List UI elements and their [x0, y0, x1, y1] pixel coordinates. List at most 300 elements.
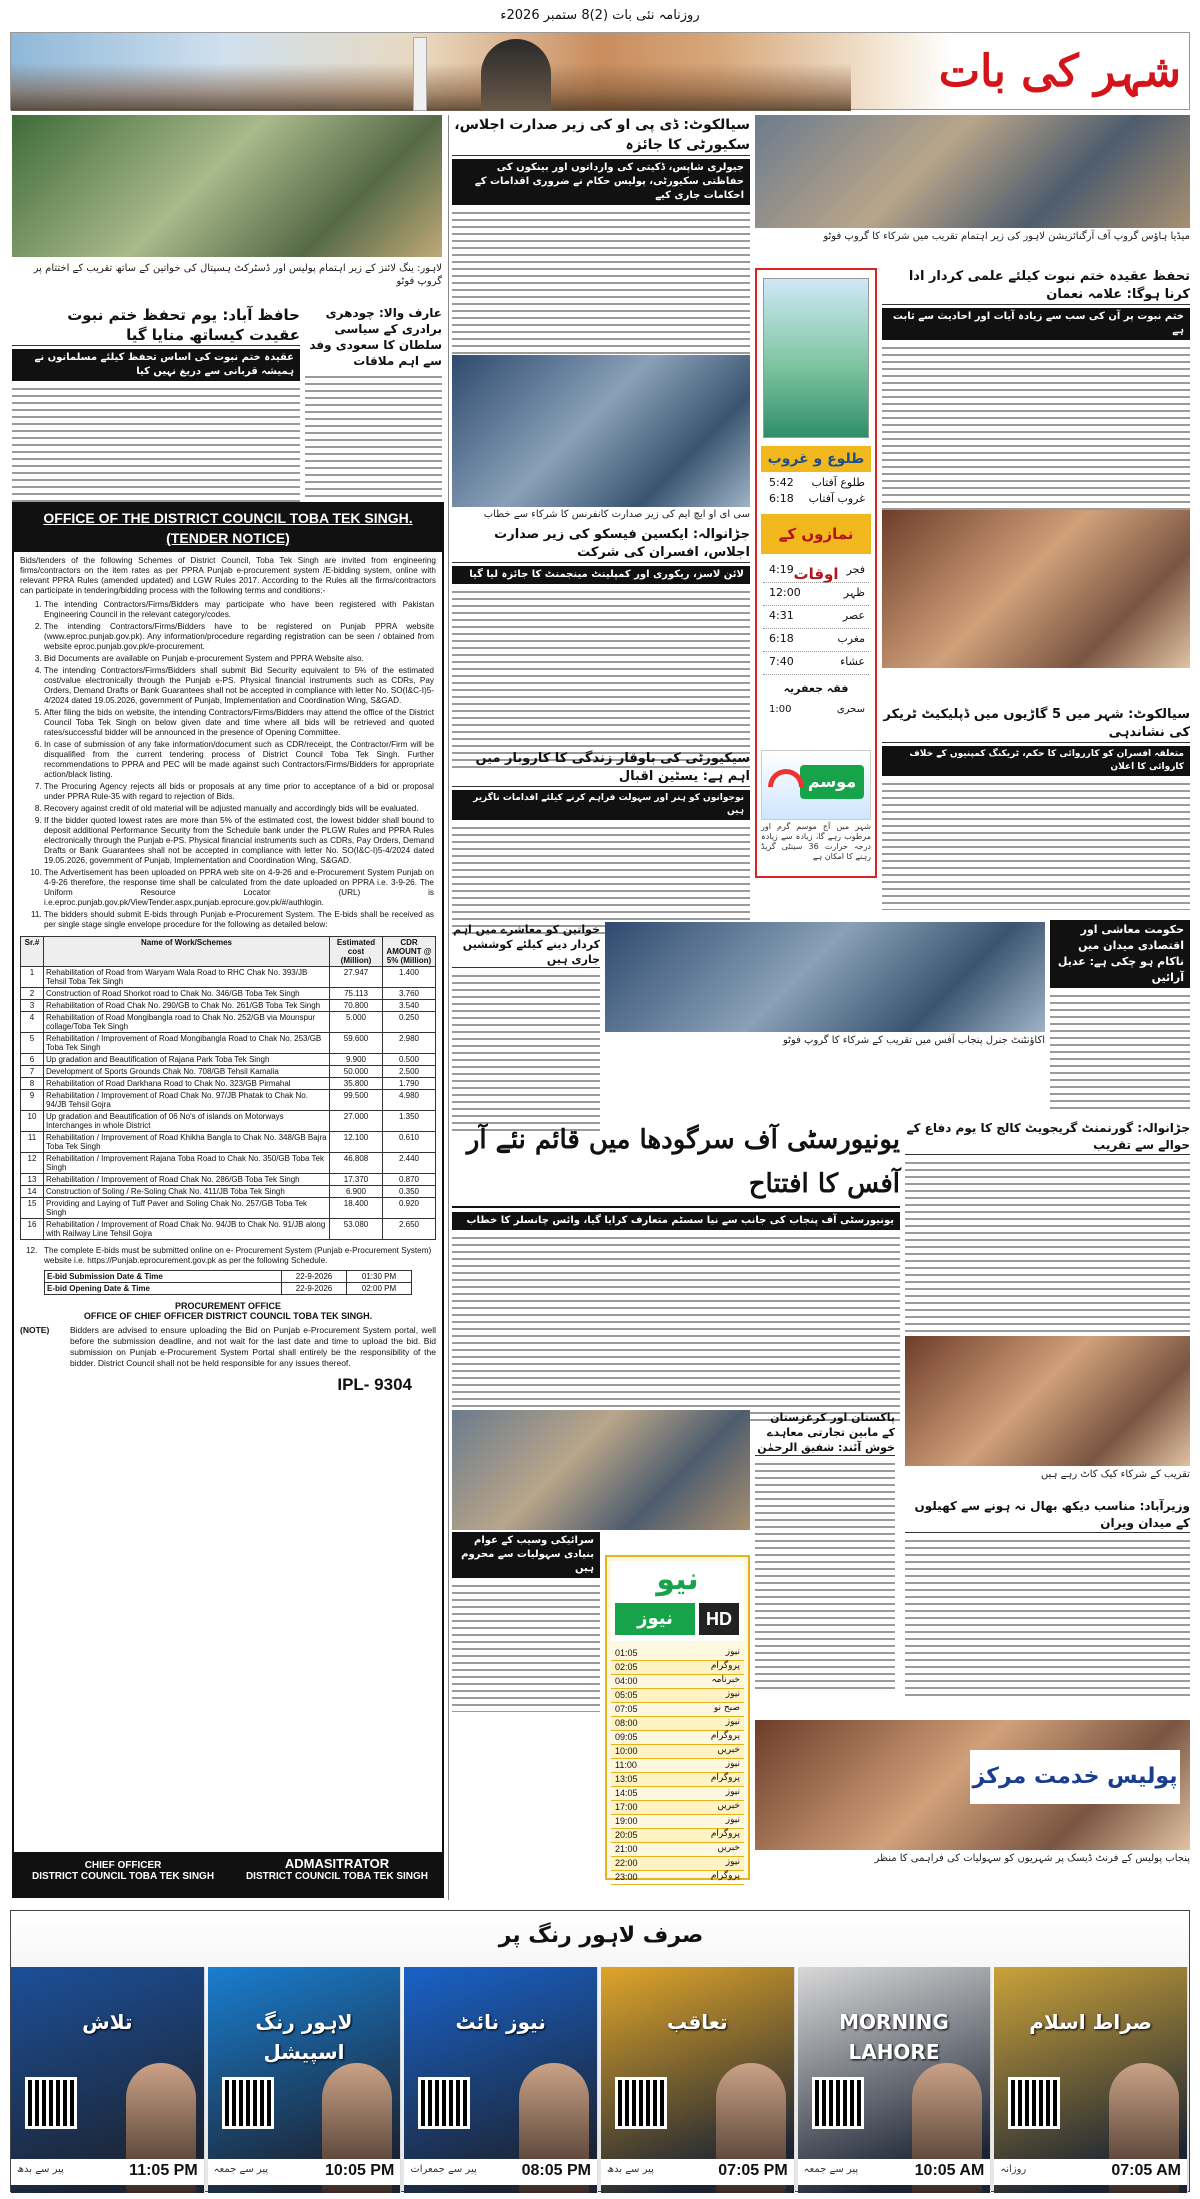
- tv-show-time: 11:05 PM: [129, 2162, 198, 2179]
- sialkot-pollution-story: [882, 706, 1190, 916]
- tv-logo-bottom: [611, 1601, 744, 1639]
- tv-schedule-row: [611, 1717, 744, 1731]
- prayer-row: [763, 629, 869, 652]
- jaranwala-subhead: لائن لاسز، ریکوری اور کمپلینٹ مینجمنٹ کا جائزہ لیا گیا: [452, 566, 750, 584]
- tv-schedule-row: [611, 1689, 744, 1703]
- sunrise-row: [763, 476, 869, 492]
- table-cell: 1: [21, 967, 44, 988]
- table-cell: Up gradation and Beautification of Rajana Park Toba Tek Singh: [44, 1054, 330, 1066]
- tender-item12-number: 12.: [26, 1246, 38, 1255]
- university-headline: یونیورسٹی آف سرگودھا میں قائم نئے آر آفس کا افتتاح: [452, 1118, 900, 1208]
- prayer-time: 12:00: [769, 586, 801, 599]
- wazirabad-body: [905, 1537, 1190, 1697]
- tv-show-name: نیوز: [725, 1815, 740, 1825]
- sign-left-1: CHIEF OFFICER: [84, 1860, 162, 1871]
- qr-code-icon: [1008, 2077, 1060, 2129]
- table-cell: 3.760: [383, 988, 436, 1000]
- hafizabad-subhead: عقیدہ ختم نبوت کی اساس تحفظ کیلئے مسلمانوں نے ہمیشہ قربانی سے دریغ نہیں کیا: [12, 349, 300, 381]
- tv-show-name: پروگرام: [710, 1829, 740, 1839]
- tv-tiles-strip: [11, 1967, 1191, 2193]
- tender-condition: 4. The intending Contractors/Firms/Bidders shall submit Bid Security equivalent to 5% of the estimated cost/value electronically through the Punjab e-PS. Physical financial instruments such as CDRs, Pay Orders, Demand Drafts or Bank Guarantees shall not be accepted in compliance with letter No. SO(I&C-I)5-4/2024 dated 19.05.2026, government of Punjab, Implementation and Coordination Wing, S&GAD.: [44, 666, 434, 706]
- tv-show-time: 08:05 PM: [521, 2162, 591, 2179]
- table-cell: 12.100: [330, 1132, 383, 1153]
- table-cell: 9: [21, 1090, 44, 1111]
- tv-show-tile: [404, 1967, 598, 2193]
- table-cell: Construction of Road Shorkot road to Chak No. 346/GB Toba Tek Singh: [44, 988, 330, 1000]
- tv-show-time: 19:00: [615, 1816, 638, 1826]
- prayer-time: 4:31: [769, 609, 794, 622]
- table-row: [21, 1132, 436, 1153]
- minar-image: [413, 37, 427, 111]
- tv-show-time: 23:00: [615, 1872, 638, 1882]
- tv-schedule-row: [611, 1745, 744, 1759]
- tv-show-title: MORNING LAHORE: [839, 2010, 949, 2064]
- ahmadi-headline: تحفظ عقیدہ ختم نبوت کیلئے علمی کردار ادا کرنا ہوگا: علامہ نعمان: [882, 268, 1190, 305]
- hafizabad-body: [12, 385, 300, 505]
- table-cell: 2.440: [383, 1153, 436, 1174]
- tv-show-days: روزانہ: [1000, 2164, 1027, 2175]
- table-cell: Rehabilitation / Improvement of Road Chak No. 286/GB Toba Tek Singh: [44, 1174, 330, 1186]
- prayer-time: 6:18: [769, 632, 794, 645]
- prayer-row: [763, 652, 869, 675]
- tv-logo-hd: HD: [699, 1603, 739, 1635]
- tv-logo-top: نیو: [656, 1562, 699, 1597]
- tv-show-name: نیوز: [725, 1717, 740, 1727]
- college-cake-photo: [905, 1336, 1190, 1466]
- tv-show-name: خبریں: [717, 1843, 740, 1853]
- tender-condition: 7. The Procuring Agency rejects all bids or proposals at any time prior to acceptance of a bid or proposal under PPRA Rule-35 with regard to rejection of Bids.: [44, 782, 434, 802]
- table-cell: 1.790: [383, 1078, 436, 1090]
- table-cell: 2.650: [383, 1219, 436, 1240]
- sign-right-2: DISTRICT COUNCIL TOBA TEK SINGH: [245, 1871, 428, 1882]
- table-cell: 3: [21, 1000, 44, 1012]
- tv-schedule-row: [611, 1661, 744, 1675]
- table-cell: 2.500: [383, 1066, 436, 1078]
- table-header: Name of Work/Schemes: [44, 937, 330, 967]
- qr-code-icon: [222, 2077, 274, 2129]
- table-cell: Rehabilitation / Improvement of Road Khikha Bangla to Chak No. 348/GB Bajra Toba Tek Singh: [44, 1132, 330, 1153]
- prayer-row: [763, 606, 869, 629]
- pak-china-headline: پاکستان اور کرغزستان کے مابین تجارتی معاہدے خوش آئند: شفیق الرحمٰن: [755, 1410, 895, 1456]
- table-cell: Development of Sports Grounds Chak No. 708/GB Tehsil Kamalia: [44, 1066, 330, 1078]
- masthead-title: شہر کی بات: [938, 46, 1181, 97]
- tv-banner: [10, 1910, 1190, 2192]
- table-cell: 6: [21, 1054, 44, 1066]
- prayer-name: فجر: [846, 563, 865, 576]
- tv-show-title: لاہور رنگ اسپیشل: [255, 2010, 353, 2064]
- date-line: روزنامہ نئی بات (2)8 ستمبر 2026ء: [500, 8, 700, 23]
- sialkot-pollution-subhead: متعلقہ افسران کو کارروائی کا حکم، ٹریکنگ کمپنیوں کے خلاف کاروائی کا اعلان: [882, 746, 1190, 776]
- table-cell: Providing and Laying of Tuff Paver and Soling Chak No. 257/GB Toba Tek Singh: [44, 1198, 330, 1219]
- tender-item12-text: The complete E-bids must be submitted online on e- Procurement System (Punjab e-Procurement System) website i.e. https://Punjab.eprocurement.gov.pk as per the following Schedule.: [44, 1246, 432, 1265]
- qr-code-icon: [615, 2077, 667, 2129]
- college-body: [905, 1159, 1190, 1334]
- schedule-time: 01:30 PM: [347, 1271, 412, 1283]
- university-story: [452, 1118, 900, 1408]
- sialkot-top-story: [452, 115, 750, 355]
- conference-photo: [452, 355, 750, 507]
- qr-code-icon: [418, 2077, 470, 2129]
- table-cell: 35.800: [330, 1078, 383, 1090]
- tv-show-time: 21:00: [615, 1844, 638, 1854]
- tender-notice-title: (TENDER NOTICE): [14, 528, 442, 552]
- fiqh-time: 1:00: [769, 704, 792, 715]
- table-cell: Up gradation and Beautification of 06 No's of islands on Motorways Interchanges in whole District: [44, 1111, 330, 1132]
- tv-show-time: 14:05: [615, 1788, 638, 1798]
- schedule-row: [45, 1283, 412, 1295]
- khawateen-body: [452, 972, 600, 1132]
- signature-bar: [14, 1852, 442, 1896]
- ahmadi-subhead: ختم نبوت پر آن کی سب سے زیادہ آیات اور احادیث سے ثابت ہے: [882, 308, 1190, 340]
- tv-schedule-row: [611, 1871, 744, 1885]
- table-cell: 3.540: [383, 1000, 436, 1012]
- bhoys-body: [452, 824, 750, 934]
- tv-schedule-row: [611, 1815, 744, 1829]
- police-sign: پولیس خدمت مرکز: [970, 1750, 1180, 1804]
- tv-show-time: 10:00: [615, 1746, 638, 1756]
- namaz-title: نمازوں کے اوقات: [761, 514, 871, 554]
- schedule-row: [45, 1271, 412, 1283]
- prayer-name: عصر: [842, 609, 865, 622]
- sunrise-time: 5:42: [769, 476, 794, 489]
- sunset-time: 6:18: [769, 492, 794, 505]
- tv-schedule-row: [611, 1801, 744, 1815]
- ahmadi-photo: [882, 510, 1190, 668]
- tv-schedule-row: [611, 1731, 744, 1745]
- table-cell: 7: [21, 1066, 44, 1078]
- prayer-name: عشاء: [840, 655, 865, 668]
- table-cell: 0.350: [383, 1186, 436, 1198]
- women-photo-caption: لاہور: ینگ لائنز کے زیر اہتمام پولیس اور ڈسٹرکٹ ہسپتال کی خواتین کے ساتھ تقریب کے اختتام پر گروپ فوٹو: [33, 263, 442, 287]
- tv-logo-news: نیوز: [615, 1603, 695, 1635]
- weather-text: شہر میں آج موسم گرم اور مرطوب رہے گا، زیادہ سے زیادہ درجہ حرارت 36 سینٹی گریڈ رہنے کا امکان ہے: [761, 822, 871, 861]
- table-cell: 1.350: [383, 1111, 436, 1132]
- tv-show-time: 07:05: [615, 1704, 638, 1714]
- prayer-box: [755, 268, 877, 878]
- police-caption: پنجاب پولیس کے فرنٹ ڈیسک پر شہریوں کو سہولیات کی فراہمی کا منظر: [874, 1853, 1190, 1864]
- table-cell: 50.000: [330, 1066, 383, 1078]
- fiqh-name: سحری: [836, 704, 865, 715]
- tv-show-tile: [994, 1967, 1188, 2193]
- college-caption: تقریب کے شرکاء کیک کاٹ رہے ہیں: [1040, 1469, 1190, 1480]
- tv-show-name: نیوز: [725, 1759, 740, 1769]
- table-cell: Construction of Soling / Re-Soling Chak No. 411/JB Toba Tek Singh: [44, 1186, 330, 1198]
- table-cell: 75.113: [330, 988, 383, 1000]
- table-row: [21, 988, 436, 1000]
- table-cell: 13: [21, 1174, 44, 1186]
- tv-show-name: پروگرام: [710, 1731, 740, 1741]
- schedule-date: 22-9-2026: [282, 1271, 347, 1283]
- accounts-caption: اکاؤنٹنٹ جنرل پنجاب آفس میں تقریب کے شرکاء کا گروپ فوٹو: [782, 1035, 1045, 1046]
- table-cell: 17.370: [330, 1174, 383, 1186]
- table-header: CDR AMOUNT @ 5% (Million): [383, 937, 436, 967]
- tv-schedule-row: [611, 1759, 744, 1773]
- tender-item12: [14, 1244, 442, 1268]
- conference-caption: سی ای او ایچ ایم کی زیر صدارت کانفرنس کا شرکاء سے خطاب: [483, 509, 750, 520]
- khawateen-headline: خواتین کو معاشرے میں اہم کردار دینے کیلئے کوششیں جاری ہیں: [452, 923, 600, 966]
- tv-schedule-row: [611, 1787, 744, 1801]
- rainbow-icon: [768, 769, 804, 787]
- tv-show-name: پروگرام: [710, 1661, 740, 1671]
- table-cell: 12: [21, 1153, 44, 1174]
- tv-show-time: 08:00: [615, 1718, 638, 1728]
- media-group-photo: [755, 115, 1190, 228]
- women-group-photo: [12, 115, 442, 257]
- tv-show-time: 01:05: [615, 1648, 638, 1658]
- table-cell: 10: [21, 1111, 44, 1132]
- skyline-image: [11, 63, 851, 111]
- tv-show-title: تلاش: [82, 2010, 133, 2034]
- tv-show-time: 11:00: [615, 1760, 637, 1770]
- table-cell: Rehabilitation / Improvement of Road Mongibangla Road to Chak No. 253/GB Toba Tek Singh: [44, 1033, 330, 1054]
- tv-schedule-box: [605, 1555, 750, 1880]
- university-body: [452, 1234, 900, 1424]
- table-cell: 5.000: [330, 1012, 383, 1033]
- tv-show-timebar: [11, 2159, 204, 2185]
- tv-show-title: صراط اسلام: [1029, 2010, 1153, 2034]
- table-cell: 27.000: [330, 1111, 383, 1132]
- table-row: [21, 1033, 436, 1054]
- tv-show-time: 10:05 AM: [914, 2162, 985, 2179]
- table-cell: 15: [21, 1198, 44, 1219]
- table-row: [21, 1174, 436, 1186]
- tender-condition: 6. In case of submission of any fake information/document such as CDR/receipt, the Contractor/Firm will be disqualified from the current tendering process of District Council Toba Tek Singh. Further recommendations to PPRA and PEC will be made against such Contractors/Firms/Bidders for appropriate action/black listing.: [44, 740, 434, 780]
- table-cell: 46.808: [330, 1153, 383, 1174]
- tv-show-name: صبح نو: [713, 1703, 740, 1713]
- hakumat-story: [1050, 920, 1190, 1120]
- table-cell: 1.400: [383, 967, 436, 988]
- tv-show-tile: [798, 1967, 992, 2193]
- tv-show-name: خبرنامہ: [711, 1675, 740, 1685]
- prayer-time: 7:40: [769, 655, 794, 668]
- tv-show-time: 07:05 AM: [1111, 2162, 1181, 2179]
- weather-graphic: [761, 750, 871, 820]
- note-label: (NOTE): [20, 1325, 50, 1335]
- portrait-image: [481, 39, 551, 111]
- schedule-label: E-bid Opening Date & Time: [45, 1283, 282, 1295]
- table-header: Estimated cost (Million): [330, 937, 383, 967]
- sunset-row: [763, 492, 869, 508]
- tv-show-time: 10:05 PM: [324, 2162, 395, 2179]
- tv-schedule-row: [611, 1857, 744, 1871]
- sun-title: طلوع و غروب: [761, 446, 871, 472]
- saraiki-headline: سرائیکی وسیب کے عوام بنیادی سہولیات سے محروم ہیں: [452, 1532, 600, 1578]
- police-photo: [755, 1720, 1190, 1850]
- ahmadi-story: [882, 268, 1190, 508]
- tender-condition: 3. Bid Documents are available on Punjab e-procurement System and PPRA Website also.: [44, 654, 434, 664]
- jaranwala-body: [452, 588, 750, 768]
- college-story: [905, 1120, 1190, 1340]
- tender-condition: 10. The Advertisement has been uploaded on PPRA web site on 4-9-26 and e-Procurement System Punjab on 4-9-26 therefore, the response time shall be calculated from the date uploaded on PPRA i.e. 3-9-26. The Uniform Resource Locator (URL) is i.e.eproc.punjab.gov.pk/ViewTender.aspx,punjab.eprocure.gov.pk/#/authlogin.: [44, 868, 434, 908]
- table-row: [21, 1198, 436, 1219]
- tender-office-title: OFFICE OF THE DISTRICT COUNCIL TOBA TEK SINGH.: [14, 504, 442, 528]
- table-cell: Rehabilitation of Road Darkhana Road to Chak No. 323/GB Pirmahal: [44, 1078, 330, 1090]
- saraiki-story: [452, 1532, 600, 1712]
- fiqh-times-list: [763, 702, 869, 742]
- table-row: [21, 1054, 436, 1066]
- fiqh-title: فقہ جعفریہ: [783, 682, 849, 695]
- tv-show-name: خبریں: [717, 1745, 740, 1755]
- tv-logo: [611, 1561, 744, 1641]
- tender-condition: 11. The bidders should submit E-bids through Punjab e-Procurement System. The E-bids shall be received as per single stage single envelope procedure for the following as detailed below:: [44, 910, 434, 930]
- tv-show-time: 09:05: [615, 1732, 638, 1742]
- table-row: [21, 1219, 436, 1240]
- table-row: [21, 967, 436, 988]
- bhoys-story: [452, 750, 750, 920]
- accounts-group-photo: [605, 922, 1045, 1032]
- tv-show-name: پروگرام: [710, 1871, 740, 1881]
- prayer-name: ظہر: [843, 586, 865, 599]
- bhoys-headline: سیکیورٹی کی باوقار زندگی کا کاروبار میں اہم ہے: یسٹین اقبال: [452, 750, 750, 787]
- tender-condition: 1. The intending Contractors/Firms/Bidders may participate who have been registered with Pakistan Engineering Council in the relevant category/codes.: [44, 600, 434, 620]
- table-row: [21, 1000, 436, 1012]
- table-row: [21, 1090, 436, 1111]
- jaranwala-headline: جڑانوالہ: ایکسین فیسکو کی زیر صدارت اجلاس، افسران کی شرکت: [452, 526, 750, 563]
- ahmadi-body: [882, 344, 1190, 519]
- tv-banner-heading: صرف لاہور رنگ پر: [498, 1923, 704, 1948]
- tv-show-days: پیر سے جمعہ: [803, 2164, 859, 2175]
- weather-title: موسم: [800, 765, 864, 799]
- tv-show-time: 07:05 PM: [718, 2162, 788, 2179]
- table-row: [21, 1153, 436, 1174]
- seminar-photo: [452, 1410, 750, 1530]
- pak-china-body: [755, 1460, 895, 1690]
- tv-show-days: پیر سے جمعہ: [213, 2164, 269, 2175]
- saraiki-body: [452, 1582, 600, 1712]
- table-cell: Rehabilitation of Road Chak No. 290/GB to Chak No. 261/GB Toba Tek Singh: [44, 1000, 330, 1012]
- table-cell: Rehabilitation / Improvement of Road Chak No. 97/JB Phatak to Chak No. 94/JB Tehsil Gojra: [44, 1090, 330, 1111]
- table-cell: Rehabilitation of Road Mongibangla road to Chak No. 252/GB via Mounspur collage/Toba Tek Singh: [44, 1012, 330, 1033]
- tv-schedule-row: [611, 1703, 744, 1717]
- table-row: [21, 1012, 436, 1033]
- calendar-graphic: [763, 278, 869, 438]
- tv-show-name: نیوز: [725, 1857, 740, 1867]
- tv-show-time: 17:00: [615, 1802, 638, 1812]
- fiqh-row: [763, 702, 869, 720]
- table-cell: Rehabilitation / Improvement Rajana Toba Road to Chak No. 350/GB Toba Tek Singh: [44, 1153, 330, 1174]
- schedule-time: 02:00 PM: [347, 1283, 412, 1295]
- tv-show-name: پروگرام: [710, 1773, 740, 1783]
- tv-show-name: نیوز: [725, 1647, 740, 1657]
- wazirabad-story: [905, 1498, 1190, 1718]
- tv-show-name: خبریں: [717, 1801, 740, 1811]
- table-cell: 27.947: [330, 967, 383, 988]
- tv-schedule-row: [611, 1829, 744, 1843]
- pak-china-story: [755, 1410, 895, 1710]
- tv-schedule-row: [611, 1773, 744, 1787]
- prayer-name: مغرب: [837, 632, 865, 645]
- tv-show-timebar: [601, 2159, 794, 2185]
- prayer-row: [763, 560, 869, 583]
- tv-show-timebar: [994, 2159, 1187, 2185]
- qr-code-icon: [812, 2077, 864, 2129]
- table-cell: Rehabilitation / Improvement of Road Chak No. 94/JB to Chak No. 91/JB along with Railway Line Tehsil Gojra: [44, 1219, 330, 1240]
- hakumat-headline: حکومت معاشی اور اقتصادی میدان میں ناکام ہو چکی ہے: عدیل آرائیں: [1050, 920, 1190, 988]
- tender-notice: [12, 502, 444, 1898]
- tv-show-tile: [11, 1967, 205, 2193]
- table-cell: 0.500: [383, 1054, 436, 1066]
- sunset-label: غروب آفتاب: [808, 492, 865, 505]
- masthead-banner: [10, 32, 1190, 110]
- prayer-times-list: [763, 560, 869, 670]
- table-row: [21, 1186, 436, 1198]
- procurement-office: PROCUREMENT OFFICE: [174, 1301, 281, 1311]
- sign-right-1: ADMASITRATOR: [284, 1856, 390, 1871]
- college-headline: جڑانوالہ: گورنمنٹ گریجویٹ کالج کا یوم دفاع کے حوالے سے تقریب: [905, 1120, 1190, 1155]
- tender-condition: 2. The intending Contractors/Firms/Bidders have to be registered on Punjab PPRA website (www.eproc.punjab.gov.pk). Any information/procedure regarding registration can be seen / obtained from website eproc.punjab.gov.pk/e-procurement.: [44, 622, 434, 652]
- table-cell: Rehabilitation of Road from Waryam Wala Road to RHC Chak No. 393/JB Tehsil Toba Tek Singh: [44, 967, 330, 988]
- table-cell: 6.900: [330, 1186, 383, 1198]
- table-row: [21, 1066, 436, 1078]
- schedule-table: [44, 1270, 412, 1295]
- table-cell: 0.250: [383, 1012, 436, 1033]
- tv-show-tile: [208, 1967, 402, 2193]
- note-text: Bidders are advised to ensure uploading the Bid on Punjab e-Procurement System portal, well before the submission deadline, and not wait for the last date and time to upload the bid. Bid submission on Punjab e-Procurement System Portal shall entirely be the responsibility of the bidder. District Council shall not be held responsible for any issues thereof.: [70, 1325, 436, 1368]
- sialkot-pollution-body: [882, 780, 1190, 910]
- tv-show-time: 13:05: [615, 1774, 638, 1784]
- sialkot-top-body: [452, 209, 750, 359]
- tender-conditions: [14, 600, 442, 930]
- sialkot-pollution-headline: سیالکوٹ: شہر میں 5 گاڑیوں میں ڈپلیکیٹ ٹریکر کی نشاندہی: [882, 706, 1190, 743]
- tv-show-name: نیوز: [725, 1787, 740, 1797]
- tv-show-time: 04:00: [615, 1676, 638, 1686]
- bhoys-subhead: نوجوانوں کو ہنر اور سہولت فراہم کرنے کیلئے اقدامات ناگزیر ہیں: [452, 790, 750, 820]
- tv-show-name: نیوز: [725, 1689, 740, 1699]
- table-cell: 8: [21, 1078, 44, 1090]
- table-cell: 9.900: [330, 1054, 383, 1066]
- tv-schedule-row: [611, 1647, 744, 1661]
- tv-show-timebar: [208, 2159, 401, 2185]
- table-cell: 99.500: [330, 1090, 383, 1111]
- tender-intro: Bids/tenders of the following Schemes of District Council, Toba Tek Singh are invited from engineering firms/contractors on the item rates as per PPRA Punjab e-procurement system /E-bidding system, online with relevant PPRA Rules (amended updated) and LGW Rules 2017. According to the Rules all the firms/contractors can participate in tendering/bidding process with the following terms and conditions:-: [20, 556, 436, 595]
- tv-schedule-row: [611, 1675, 744, 1689]
- tender-table: [20, 936, 436, 1240]
- jaranwala-story: [452, 526, 750, 776]
- table-cell: 5: [21, 1033, 44, 1054]
- table-cell: 4: [21, 1012, 44, 1033]
- sunrise-label: طلوع آفتاب: [811, 476, 865, 489]
- university-subhead: یونیورسٹی آف پنجاب کی جانب سے نیا سسٹم متعارف کرایا گیا، وائس چانسلر کا خطاب: [452, 1212, 900, 1230]
- wazirabad-headline: وزیرآباد: مناسب دیکھ بھال نہ ہونے سے کھیلوں کے میدان ویران: [905, 1498, 1190, 1533]
- table-header: Sr.#: [21, 937, 44, 967]
- hakumat-body: [1050, 992, 1190, 1112]
- tender-condition: 9. If the bidder quoted lowest rates are more than 5% of the estimated cost, the lowest bidder shall bound to deposit additional Performance Security from the Schedule bank under the PLGW Rules and PPRA Rules electronically through the Punjab e-PS. Physical financial instruments such as CDRs, Pay Orders, Demand Drafts or Bank Guarantees shall not be accepted in compliance with letter No. SO(I&C-I)5-4/2024 dated 19.05.2026, government of Punjab, Implementation and Coordination Wing, S&GAD.: [44, 816, 434, 866]
- tv-show-title: نیوز نائٹ: [455, 2010, 546, 2034]
- tv-schedule-list: [611, 1647, 744, 1882]
- media-photo-caption: میڈیا ہاؤس گروپ آف آرگنائزیشن لاہور کی زیر اہتمام تقریب میں شرکاء کا گروپ فوٹو: [823, 231, 1190, 242]
- table-cell: 0.870: [383, 1174, 436, 1186]
- table-cell: 14: [21, 1186, 44, 1198]
- tv-show-time: 05:05: [615, 1690, 638, 1700]
- tv-show-title: تعاقب: [667, 2010, 728, 2034]
- table-cell: 53.080: [330, 1219, 383, 1240]
- chief-office: OFFICE OF CHIEF OFFICER DISTRICT COUNCIL TOBA TEK SINGH.: [83, 1311, 373, 1321]
- sialkot-top-subhead: جیولری شاپس، ڈکیتی کی وارداتوں اور بینکوں کی حفاظتی سکیورٹی، پولیس حکام نے ضروری اقدامات کے احکامات جاری کیے: [452, 159, 750, 205]
- tv-show-timebar: [404, 2159, 597, 2185]
- tv-show-days: پیر سے جمعرات: [410, 2164, 477, 2175]
- schedule-date: 22-9-2026: [282, 1283, 347, 1295]
- hafizabad-headline: حافظ آباد: یوم تحفظ ختم نبوت عقیدت کیساتھ منایا گیا: [12, 305, 300, 346]
- tv-show-days: پیر سے بدھ: [607, 2164, 654, 2175]
- table-cell: 2: [21, 988, 44, 1000]
- qr-code-icon: [25, 2077, 77, 2129]
- hafizabad-story: [12, 305, 300, 495]
- prayer-time: 4:19: [769, 563, 794, 576]
- table-cell: 11: [21, 1132, 44, 1153]
- table-row: [21, 1078, 436, 1090]
- table-cell: 2.980: [383, 1033, 436, 1054]
- sialkot-top-headline: سیالکوٹ: ڈی پی او کی زیر صدارت اجلاس، سکیورٹی کا جائزہ: [452, 115, 750, 156]
